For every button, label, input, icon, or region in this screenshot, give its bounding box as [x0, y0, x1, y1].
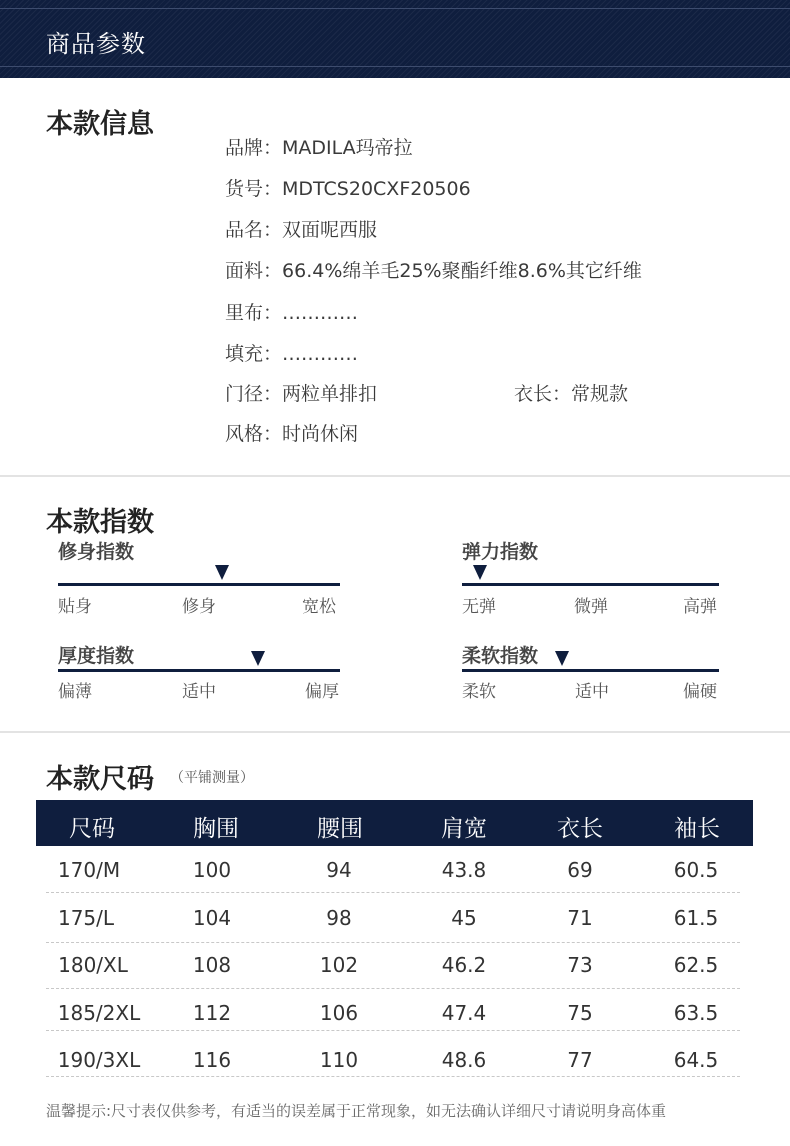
softness-index-marker-icon — [555, 651, 569, 666]
info-row-brand — [225, 133, 413, 160]
size-table-cell: 112 — [192, 1001, 232, 1025]
header-banner — [0, 0, 790, 78]
info-row-length — [514, 379, 628, 406]
size-table-cell: 100 — [192, 858, 232, 882]
stretch-index-marker-icon — [473, 565, 487, 580]
thickness-index-tick-low: 偏薄 — [58, 682, 92, 702]
info-label: 门径： — [225, 383, 283, 405]
size-table-cell: 180/XL — [58, 953, 128, 977]
stretch-index-tick-mid: 微弹 — [574, 597, 608, 617]
size-table-cell: 43.8 — [441, 858, 487, 882]
info-row-filling — [225, 339, 358, 366]
section-divider — [0, 475, 790, 477]
size-disclaimer: 温馨提示:尺寸表仅供参考，有适当的误差属于正常现象，如无法确认详细尺寸请说明身高体重 — [46, 1102, 667, 1120]
fit-index-tick-mid: 修身 — [182, 597, 216, 617]
size-table-cell: 64.5 — [673, 1048, 719, 1072]
info-row-closure — [225, 379, 377, 406]
size-table-cell: 46.2 — [441, 953, 487, 977]
size-table-cell: 98 — [326, 906, 352, 930]
row-separator — [46, 892, 740, 893]
size-table-cell: 48.6 — [441, 1048, 487, 1072]
info-label: 货号： — [225, 178, 283, 200]
info-label: 填充： — [225, 343, 283, 365]
size-table-cell: 190/3XL — [57, 1048, 141, 1072]
info-row-sku — [225, 174, 471, 201]
size-table-cell: 106 — [319, 1001, 359, 1025]
info-value: ………… — [282, 343, 359, 365]
size-table-cell: 60.5 — [673, 858, 719, 882]
banner-stripe-top — [0, 8, 790, 9]
info-row-lining — [225, 298, 358, 325]
size-table-cell: 71 — [567, 906, 593, 930]
size-table-cell: 69 — [567, 858, 593, 882]
stretch-index-tick-high: 高弹 — [683, 597, 717, 617]
size-table-cell: 108 — [192, 953, 232, 977]
size-section-title: 本款尺码 — [46, 764, 154, 795]
thickness-index-title: 厚度指数 — [58, 645, 135, 667]
info-label: 面料： — [225, 260, 283, 282]
size-table-header-cell: 胸围 — [193, 816, 239, 842]
size-table-header-cell: 袖长 — [674, 816, 720, 842]
fit-index-title: 修身指数 — [58, 541, 135, 563]
index-section-title: 本款指数 — [46, 507, 154, 538]
info-row-fabric — [225, 256, 642, 283]
softness-index-scale — [462, 669, 719, 672]
row-separator — [46, 1030, 740, 1031]
fit-index-scale — [58, 583, 340, 586]
info-value: MDTCS20CXF20506 — [282, 178, 471, 200]
size-table-header — [36, 800, 753, 846]
info-value: 常规款 — [571, 383, 629, 405]
info-label: 风格： — [225, 423, 283, 445]
softness-index-tick-mid: 适中 — [575, 682, 609, 702]
info-label: 里布： — [225, 302, 283, 324]
size-table-cell: 47.4 — [441, 1001, 487, 1025]
size-measure-note: （平铺测量） — [170, 770, 254, 786]
banner-title: 商品参数 — [46, 30, 146, 58]
softness-index-tick-low: 柔软 — [462, 682, 496, 702]
size-table-cell: 110 — [319, 1048, 359, 1072]
stretch-index-title: 弹力指数 — [462, 541, 539, 563]
info-value: 双面呢西服 — [282, 219, 378, 241]
info-label: 衣长： — [514, 383, 572, 405]
size-table-header-cell: 衣长 — [557, 816, 603, 842]
info-value: ………… — [282, 302, 359, 324]
stretch-index-tick-low: 无弹 — [462, 597, 496, 617]
fit-index-tick-high: 宽松 — [302, 597, 336, 617]
info-label: 品牌： — [225, 137, 283, 159]
size-table-cell: 175/L — [57, 906, 115, 930]
size-table-cell: 61.5 — [673, 906, 719, 930]
row-separator — [46, 942, 740, 943]
size-table-cell: 73 — [567, 953, 593, 977]
thickness-index-scale — [58, 669, 340, 672]
info-row-name — [225, 215, 377, 242]
thickness-index-tick-high: 偏厚 — [305, 682, 339, 702]
size-table-cell: 185/2XL — [57, 1001, 141, 1025]
info-row-style — [225, 419, 358, 446]
row-separator — [46, 988, 740, 989]
info-section-title: 本款信息 — [46, 109, 154, 140]
size-table-cell: 102 — [319, 953, 359, 977]
info-value: MADILA玛帝拉 — [282, 137, 413, 159]
size-table-cell: 104 — [192, 906, 232, 930]
thickness-index-marker-icon — [251, 651, 265, 666]
info-value: 66.4%绵羊毛25%聚酯纤维8.6%其它纤维 — [282, 260, 642, 282]
banner-stripe-bottom — [0, 66, 790, 67]
thickness-index-tick-mid: 适中 — [182, 682, 216, 702]
info-label: 品名： — [225, 219, 283, 241]
section-divider — [0, 731, 790, 733]
size-table-header-cell: 尺码 — [69, 816, 115, 842]
size-table-cell: 62.5 — [673, 953, 719, 977]
size-table-cell: 77 — [567, 1048, 593, 1072]
size-table-cell: 63.5 — [673, 1001, 719, 1025]
row-separator — [46, 1076, 740, 1077]
softness-index-title: 柔软指数 — [462, 645, 539, 667]
softness-index-tick-high: 偏硬 — [683, 682, 717, 702]
size-table-cell: 75 — [567, 1001, 593, 1025]
fit-index-marker-icon — [215, 565, 229, 580]
size-table-cell: 94 — [326, 858, 352, 882]
info-value: 时尚休闲 — [282, 423, 359, 445]
fit-index-tick-low: 贴身 — [58, 597, 92, 617]
size-table-cell: 45 — [451, 906, 477, 930]
size-table-cell: 116 — [192, 1048, 232, 1072]
size-table-cell: 170/M — [57, 858, 121, 882]
info-value: 两粒单排扣 — [282, 383, 378, 405]
size-table-header-cell: 肩宽 — [441, 816, 487, 842]
size-table-header-cell: 腰围 — [317, 816, 363, 842]
stretch-index-scale — [462, 583, 719, 586]
